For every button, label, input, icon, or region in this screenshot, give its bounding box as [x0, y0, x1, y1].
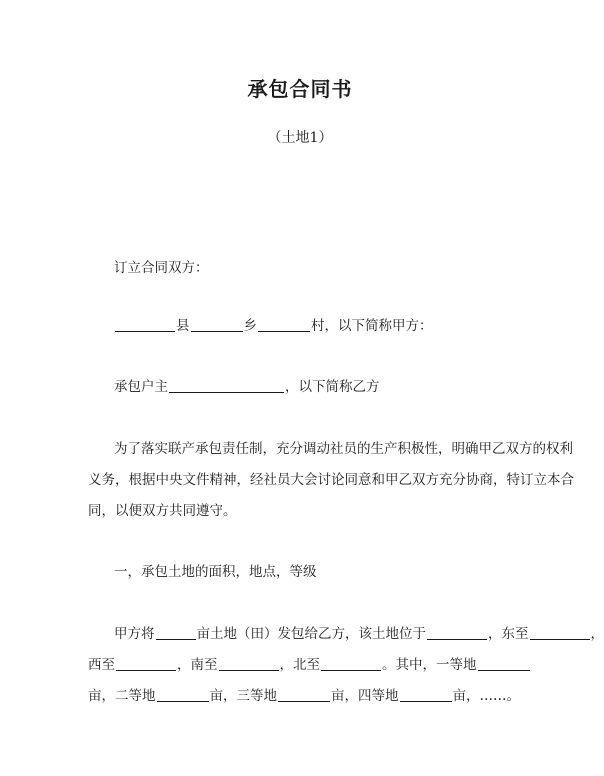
- purpose-line-1: 为了落实联产承包责任制，充分调动社员的生产积极性，明确甲乙双方的权利: [114, 441, 573, 457]
- purpose-line-2: 义务，根据中央文件精神，经社员大会讨论同意和甲乙双方充分协商，特订立本合: [88, 472, 574, 488]
- grade-3-blank: [278, 687, 330, 702]
- land-text-b3: ，北至: [279, 657, 320, 673]
- intro-line: [114, 258, 554, 278]
- purpose-line-3: 同，以便双方共同遵守。: [88, 503, 237, 519]
- township-label: 乡: [243, 318, 257, 334]
- village-blank: [258, 317, 310, 332]
- party-b-suffix: ，以下简称乙方: [285, 379, 380, 395]
- village-label: 村，以下简称甲方：: [311, 318, 433, 334]
- area-blank: [156, 625, 196, 640]
- location-blank: [427, 625, 487, 640]
- party-b-line: [114, 377, 554, 397]
- land-text-a1: 甲方将: [114, 626, 155, 642]
- land-text-c1: 亩，二等地: [88, 688, 156, 704]
- land-line-2: [88, 655, 528, 675]
- land-text-a2: 亩土地（田）发包给乙方，该土地位于: [196, 626, 426, 642]
- land-text-b1: 西至: [88, 657, 115, 673]
- land-line-1: [114, 624, 604, 644]
- document-subtitle: （土地1）: [267, 130, 333, 146]
- grade-2-blank: [157, 687, 209, 702]
- land-text-b4: 。其中，一等地: [382, 657, 477, 673]
- west-blank: [116, 656, 176, 671]
- land-text-c4: 亩，……。: [452, 688, 520, 704]
- land-text-b2: ，南至: [177, 657, 218, 673]
- land-text-c3: 亩，四等地: [331, 688, 399, 704]
- householder-blank: [169, 378, 284, 393]
- north-blank: [321, 656, 381, 671]
- township-blank: [191, 317, 243, 332]
- party-a-line: [114, 316, 554, 336]
- land-text-a4: ，: [590, 626, 604, 642]
- section-1-heading: 一，承包土地的面积，地点，等级: [114, 564, 317, 580]
- land-text-a3: ，东至: [488, 626, 529, 642]
- householder-label: 承包户主: [114, 379, 168, 395]
- south-blank: [219, 656, 279, 671]
- east-blank: [530, 625, 590, 640]
- county-blank: [115, 317, 175, 332]
- land-line-3: [88, 686, 528, 706]
- grade-4-blank: [400, 687, 452, 702]
- intro-text: 订立合同双方：: [114, 260, 209, 276]
- county-label: 县: [176, 318, 190, 334]
- document-title: 承包合同书: [247, 77, 353, 101]
- grade-1-blank: [478, 656, 530, 671]
- land-text-c2: 亩，三等地: [209, 688, 277, 704]
